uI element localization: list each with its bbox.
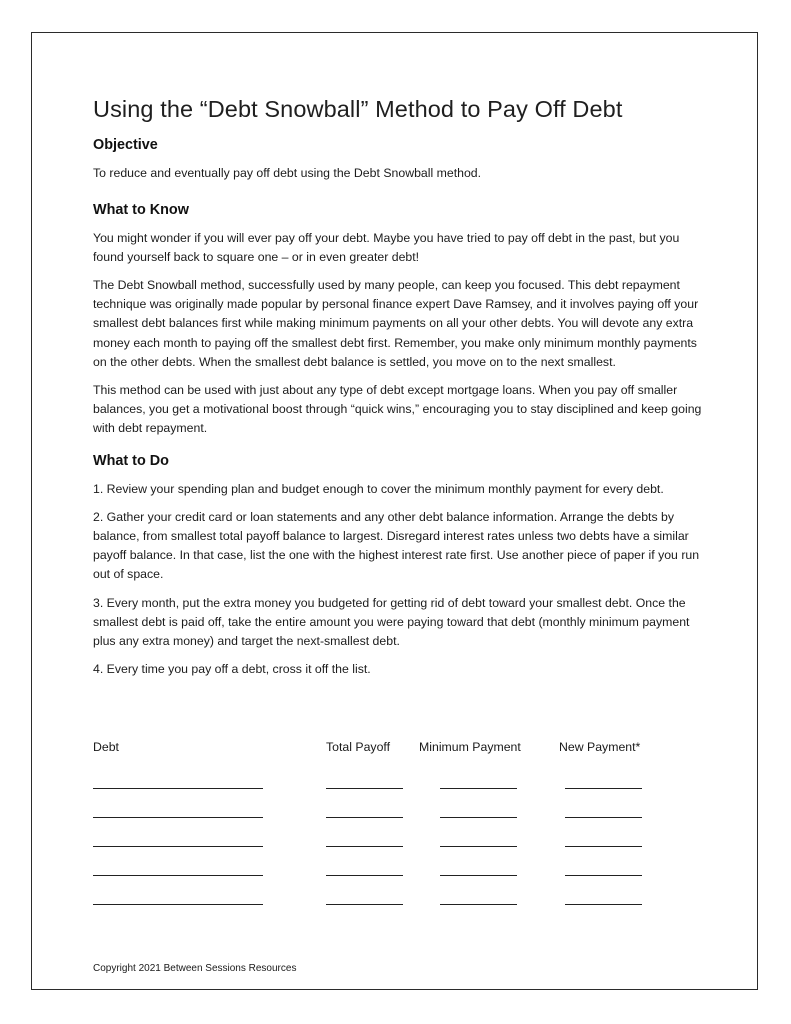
column-new-payment: New Payment* — [559, 740, 641, 754]
document-body — [93, 92, 705, 688]
know-paragraph-3: This method can be used with just about any type of debt except mortgage loans. When you pay off smaller balances, you get a motivational boost through “quick wins,” encouraging you to stay disciplined and keep going with debt repayment. — [93, 382, 702, 435]
step-1: 1. Review your spending plan and budget enough to cover the minimum monthly payment for every debt. — [93, 482, 664, 497]
column-minimum-payment: Minimum Payment — [419, 740, 521, 754]
column-total-payoff: Total Payoff — [326, 740, 391, 754]
worksheet-header — [93, 740, 705, 760]
objective-heading: Objective — [93, 137, 158, 153]
worksheet-row — [93, 760, 705, 789]
worksheet-row — [93, 818, 705, 847]
debt-line — [93, 904, 263, 905]
debt-worksheet — [93, 740, 705, 905]
what-to-do-heading: What to Do — [93, 453, 169, 470]
new-payment-line — [565, 904, 642, 905]
step-4: 4. Every time you pay off a debt, cross it off the list. — [93, 661, 371, 676]
know-paragraph-1: You might wonder if you will ever pay off your debt. Maybe you have tried to pay off debt in the past, but you found yourself back to square one – or in even greater debt! — [93, 231, 680, 265]
minimum-payment-line — [440, 904, 517, 905]
column-debt: Debt — [93, 740, 119, 754]
objective-text: To reduce and eventually pay off debt using the Debt Snowball method. — [93, 166, 482, 180]
step-2: 2. Gather your credit card or loan statements and any other debt balance information. Arrange the debts by balance, from smallest total payoff balance to largest. Disregard interest rates unless two debts have a similar payoff balance. In that case, list the one with the highest interest rate first. Use another piece of paper if you run out of space. — [93, 510, 700, 582]
document-title: Using the “Debt Snowball” Method to Pay Off Debt — [93, 96, 623, 122]
worksheet-rows — [93, 760, 705, 905]
copyright-footer: Copyright 2021 Between Sessions Resources — [93, 963, 297, 974]
what-to-know-heading: What to Know — [93, 202, 189, 219]
know-paragraph-2: The Debt Snowball method, successfully used by many people, can keep you focused. This debt repayment technique was originally made popular by personal finance expert Dave Ramsey, and it involves paying off your smallest debt balances first while making minimum payments on all your other debts. You will devote any extra money each month to paying off the smallest debt first. Remember, you make only minimum monthly payments on the other debts. When the smallest debt balance is settled, you move on to the next smallest. — [93, 278, 699, 369]
total-payoff-line — [326, 904, 403, 905]
worksheet-row — [93, 789, 705, 818]
worksheet-row — [93, 847, 705, 876]
step-3: 3. Every month, put the extra money you budgeted for getting rid of debt toward your smallest debt. Once the smallest debt is paid off, take the entire amount you were paying toward that debt (monthly minimum payment plus any extra money) and target the next-smallest debt. — [93, 595, 690, 648]
worksheet-row — [93, 876, 705, 905]
